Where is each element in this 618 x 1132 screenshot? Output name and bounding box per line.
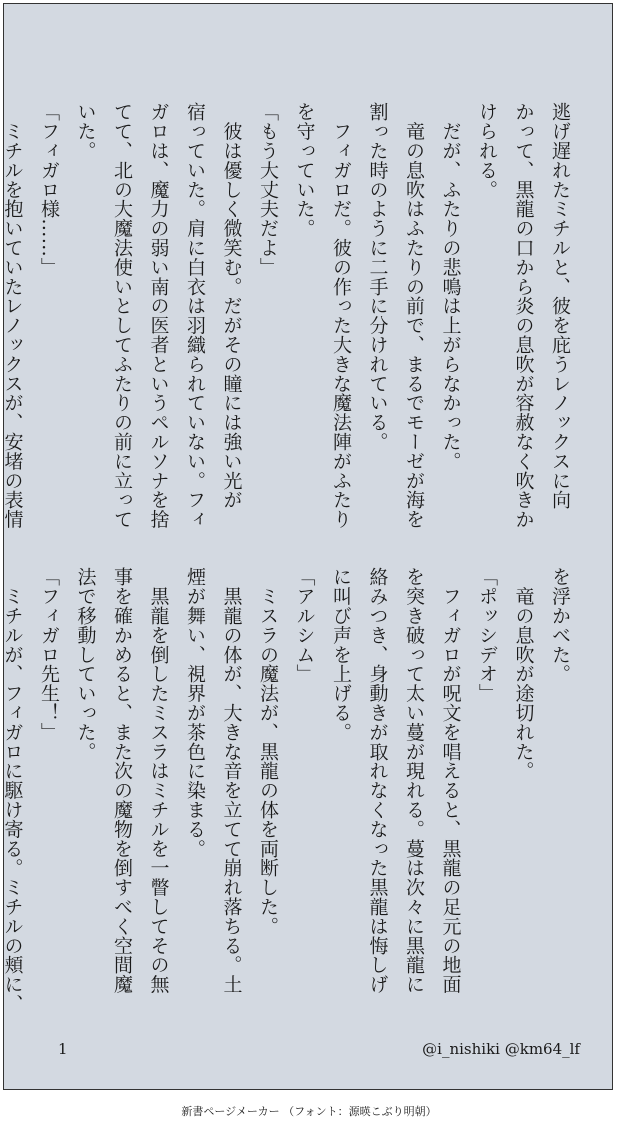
- text-line: けられる。: [476, 102, 498, 199]
- text-line: ミチルが、フィガロに駆け寄る。ミチルの頬に、: [1, 567, 24, 1014]
- footer-caption: 新書ページメーカー （フォント：源暎こぶり明朝）: [181, 1105, 437, 1118]
- author-credit: @i_nishiki @km64_lf: [422, 1040, 580, 1058]
- text-line: ミスラの魔法が、黒龍の体を両断した。: [257, 567, 279, 936]
- text-line: 竜の息吹はふたりの前で、まるでモーゼが海を: [403, 102, 425, 529]
- text-line: 逃げ遅れたミチルと、彼を庇うレノックスに向: [549, 102, 571, 510]
- text-block-top: [1, 102, 578, 529]
- text-line: フィガロだ。彼の作った大きな魔法陣がふたり: [330, 102, 352, 529]
- text-line: を突き破って太い蔓が現れる。蔓は次々に黒龍に: [403, 567, 425, 994]
- text-line: を浮かべた。: [549, 567, 571, 684]
- text-line: に叫び声を上げる。: [330, 567, 352, 742]
- text-line: 割った時のように二手に分けれている。: [366, 102, 389, 452]
- text-block-bottom: [1, 567, 578, 1014]
- text-line: 竜の息吹が途切れた。: [512, 567, 535, 781]
- text-line: 事を確かめると、また次の魔物を倒すべく空間魔: [111, 567, 133, 994]
- text-line: いた。: [74, 102, 97, 161]
- text-line: 「もう大丈夫だよ」: [257, 102, 279, 277]
- text-line: 「ポッシデオ」: [476, 567, 498, 703]
- text-line: かって、黒龍の口から炎の息吹が容赦なく吹きか: [512, 102, 535, 529]
- text-line: 黒龍の体が、大きな音を立てて崩れ落ちる。土: [220, 567, 243, 994]
- text-line: 絡みつき、身動きが取れなくなった黒龍は悔しげ: [366, 567, 389, 994]
- text-line: てて、北の大魔法使いとしてふたりの前に立って: [111, 102, 133, 529]
- text-line: 黒龍を倒したミスラはミチルを一瞥してその無: [147, 567, 170, 994]
- text-line: 「フィガロ先生！」: [38, 567, 60, 742]
- book-page: [3, 3, 613, 1090]
- text-line: 煙が舞い、視界が茶色に染まる。: [184, 567, 206, 858]
- text-line: 宿っていた。肩に白衣は羽織られていない。フィ: [184, 102, 206, 529]
- text-line: ガロは、魔力の弱い南の医者というペルソナを捨: [147, 102, 170, 529]
- text-line: を守っていた。: [293, 102, 316, 238]
- text-line: 「フィガロ様……」: [38, 102, 60, 277]
- page-number: 1: [58, 1040, 68, 1058]
- text-line: フィガロが呪文を唱えると、黒龍の足元の地面: [439, 567, 462, 994]
- text-line: ミチルを抱いていたレノックスが、安堵の表情: [1, 102, 24, 529]
- text-line: 法で移動していった。: [74, 567, 97, 761]
- text-line: 彼は優しく微笑む。だがその瞳には強い光が: [220, 102, 243, 510]
- text-line: 「アルシム」: [293, 567, 316, 684]
- text-line: だが、ふたりの悲鳴は上がらなかった。: [439, 102, 462, 471]
